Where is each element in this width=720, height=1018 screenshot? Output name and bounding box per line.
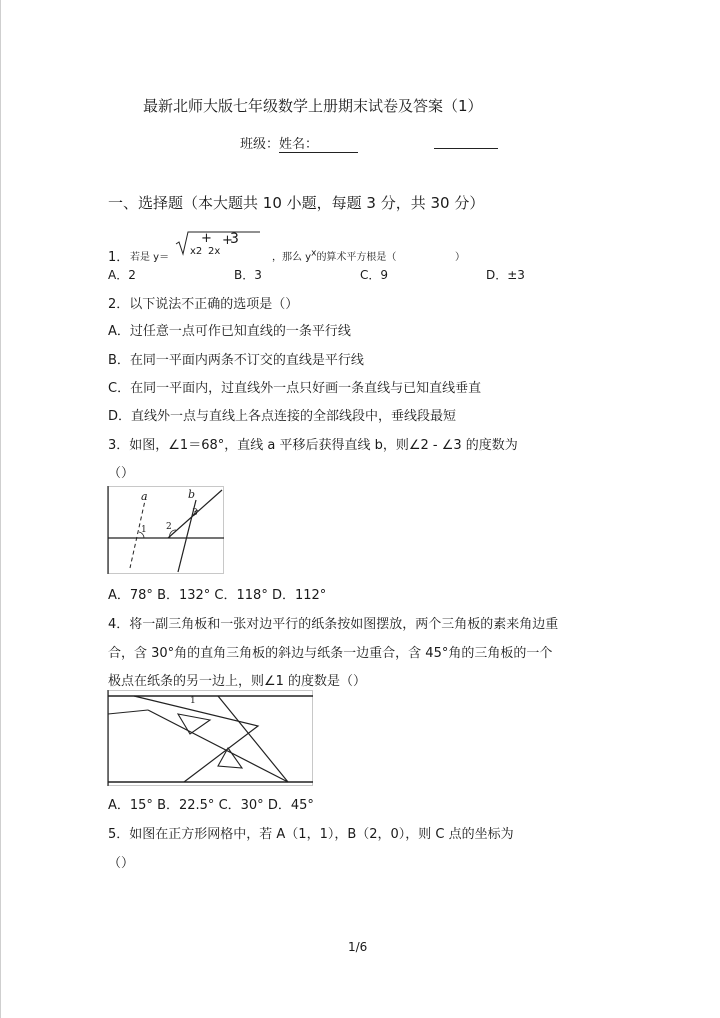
- q4-line-1: 4．将一副三角板和一张对边平行的纸条按如图摆放，两个三角板的素来角边重: [108, 617, 559, 632]
- q1-sup: x: [311, 248, 317, 259]
- q3-label-b: b: [188, 488, 196, 501]
- q2-option-d[interactable]: D．直线外一点与直线上各点连接的全部线段中，垂线段最短: [108, 409, 457, 424]
- q4-line-3: 极点在纸条的另一边上，则∠1 的度数是（）: [108, 674, 367, 689]
- q3-label-1: 1: [141, 525, 147, 535]
- q5-stem: 5．如图在正方形网格中，若 A（1，1），B（2，0），则 C 点的坐标为: [108, 827, 514, 842]
- q2-option-b[interactable]: B．在同一平面内两条不订交的直线是平行线: [108, 353, 364, 368]
- q1-option-b[interactable]: B．3: [234, 268, 262, 282]
- page-left-edge: [0, 0, 1, 1018]
- q1-mid-text: ，那么 y: [272, 252, 312, 263]
- q1-plus-2: +: [222, 233, 233, 248]
- q1-option-a[interactable]: A．2: [108, 268, 136, 282]
- q3-label-2: 2: [166, 522, 172, 532]
- q3-label-a: a: [141, 490, 148, 503]
- q1-radicand-x2: x2: [190, 246, 203, 257]
- q1-prefix: 若是 y＝: [130, 252, 170, 263]
- name-label: 姓名：: [279, 137, 319, 152]
- q1-close-paren: ）: [455, 252, 465, 263]
- q3-options[interactable]: A．78° B．132° C．118° D．112°: [108, 588, 327, 603]
- q3-figure: [108, 486, 224, 574]
- section-heading: 一、选择题（本大题共 10 小题，每题 3 分，共 30 分）: [108, 194, 485, 212]
- q1-number: 1．: [108, 250, 130, 265]
- q1-plus-1: +: [201, 231, 212, 246]
- q1-suffix: 的算术平方根是（: [316, 252, 397, 263]
- q4-triangle-30-hole: [178, 714, 210, 734]
- q1-radicand-3: 3: [230, 231, 239, 247]
- q2-stem: 2．以下说法不正确的选项是（）: [108, 297, 299, 312]
- q5-paren: （）: [108, 856, 135, 871]
- name-blank[interactable]: [318, 138, 358, 153]
- q1-option-d[interactable]: D．±3: [486, 268, 525, 282]
- q1-option-c[interactable]: C．9: [360, 268, 389, 282]
- q4-triangle-45-hole: [218, 748, 242, 768]
- q4-triangle-45: [148, 696, 288, 782]
- q4-figure-frame: [109, 691, 313, 786]
- q4-extra-edge: [108, 710, 148, 714]
- q1-radicand-2x: 2x: [208, 246, 221, 257]
- q2-option-c[interactable]: C．在同一平面内，过直线外一点只好画一条直线与已知直线垂直: [108, 381, 482, 396]
- q4-figure: [108, 690, 313, 786]
- header-fields: [240, 133, 358, 153]
- q3-paren: （）: [108, 466, 135, 481]
- q3-label-3: 3: [192, 508, 198, 518]
- q2-option-a[interactable]: A．过任意一点可作已知直线的一条平行线: [108, 324, 351, 339]
- q1-mid: [272, 248, 396, 263]
- q4-line-2: 合，含 30°角的直角三角板的斜边与纸条一边重合，含 45°角的三角板的一个: [108, 646, 553, 661]
- q4-options[interactable]: A．15° B．22.5° C．30° D．45°: [108, 798, 314, 813]
- q3-stem: 3．如图，∠1＝68°，直线 a 平移后获得直线 b，则∠2 - ∠3 的度数为: [108, 438, 518, 453]
- q4-triangle-30: [134, 696, 258, 782]
- q4-label-1: 1: [190, 696, 196, 706]
- page-title: 最新北师大版七年级数学上册期末试卷及答案（1）: [143, 97, 483, 115]
- class-label: 班级：: [240, 137, 280, 152]
- class-blank[interactable]: [434, 134, 498, 149]
- page-number: 1/6: [348, 940, 368, 954]
